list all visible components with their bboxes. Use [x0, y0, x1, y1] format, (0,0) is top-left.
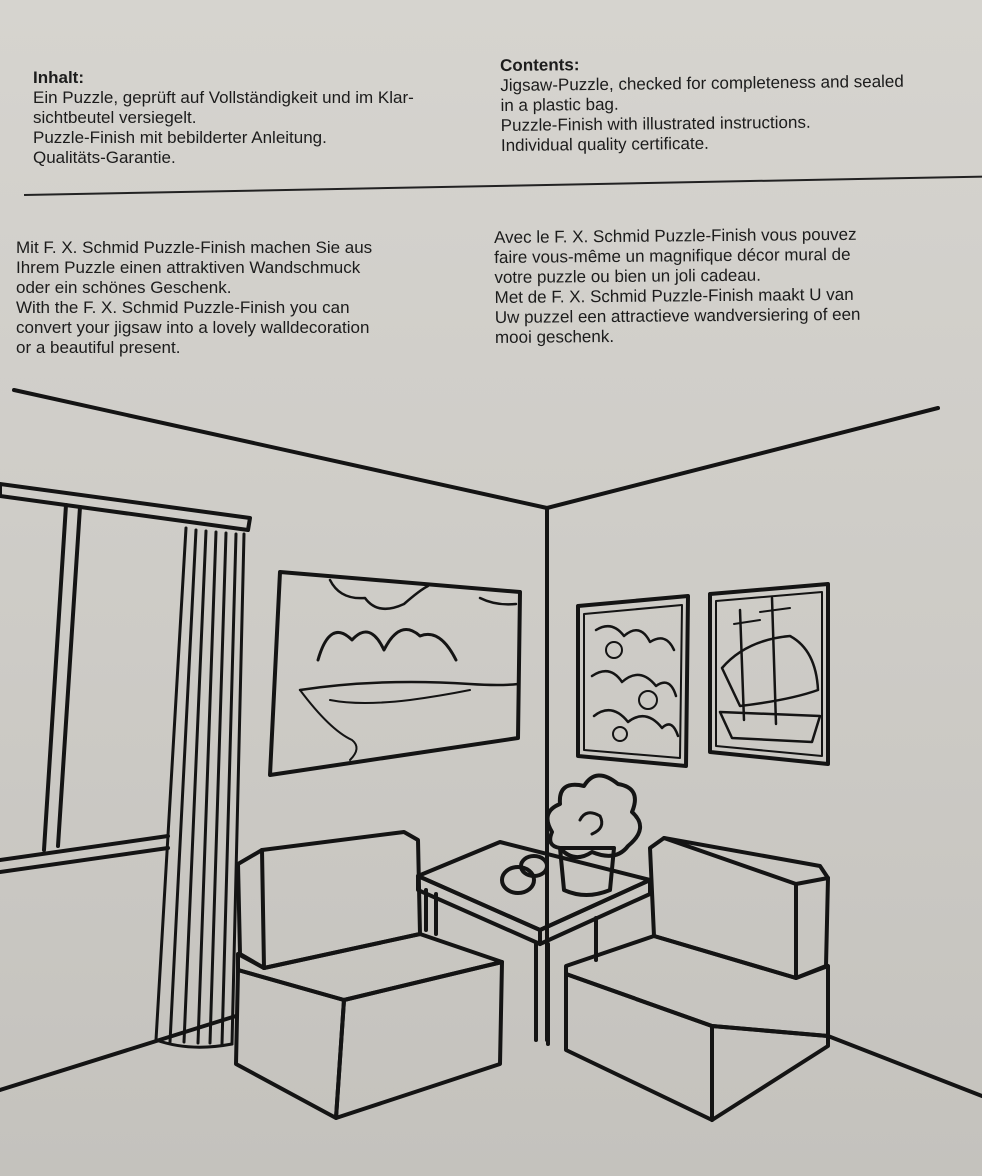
ship-puzzle-frame: [710, 584, 828, 764]
finish-line: mooi geschenk.: [494, 326, 615, 347]
contents-german-heading: Inhalt:: [33, 68, 84, 87]
finish-line: Uw puzzel een attractieve wandversiering of een: [494, 304, 861, 327]
finish-line: faire vous-même un magnifique décor mural de: [494, 244, 851, 267]
window: [0, 484, 250, 872]
contents-english-line: Puzzle-Finish with illustrated instructions.: [500, 112, 811, 135]
finish-line: Mit F. X. Schmid Puzzle-Finish machen Sie aus: [16, 238, 373, 257]
contents-german-line: Ein Puzzle, geprüft auf Vollständigkeit und im Klar-: [33, 88, 414, 107]
finish-line: Met de F. X. Schmid Puzzle-Finish maakt U van: [494, 284, 854, 307]
contents-german-line: Puzzle-Finish mit bebilderter Anleitung.: [33, 128, 327, 147]
flowers-puzzle-frame: [578, 596, 688, 766]
finish-line: Ihrem Puzzle einen attraktiven Wandschmuck: [16, 258, 361, 277]
finish-line: or a beautiful present.: [16, 338, 181, 357]
island-puzzle-frame: [270, 572, 520, 775]
contents-german-line: sichtbeutel versiegelt.: [33, 108, 197, 127]
flower-vase: [548, 775, 641, 895]
contents-english-line: Individual quality certificate.: [500, 133, 709, 155]
finish-line: With the F. X. Schmid Puzzle-Finish you can: [16, 298, 350, 317]
finish-line: votre puzzle ou bien un joli cadeau.: [494, 265, 762, 287]
contents-english-heading: Contents:: [500, 55, 580, 75]
curtain: [156, 528, 244, 1047]
coffee-table: [418, 842, 650, 1044]
armchair-left: [236, 832, 502, 1118]
finish-line: oder ein schönes Geschenk.: [16, 278, 232, 297]
table-ornament: [502, 856, 547, 893]
contents-english-line: Jigsaw-Puzzle, checked for completeness and sealed: [500, 71, 904, 95]
finish-line: Avec le F. X. Schmid Puzzle-Finish vous pouvez: [494, 224, 857, 247]
contents-english-line: in a plastic bag.: [500, 94, 619, 115]
armchair-right: [566, 838, 828, 1120]
finish-line: convert your jigsaw into a lovely walldecoration: [16, 318, 370, 337]
contents-german-line: Qualitäts-Garantie.: [33, 148, 176, 167]
